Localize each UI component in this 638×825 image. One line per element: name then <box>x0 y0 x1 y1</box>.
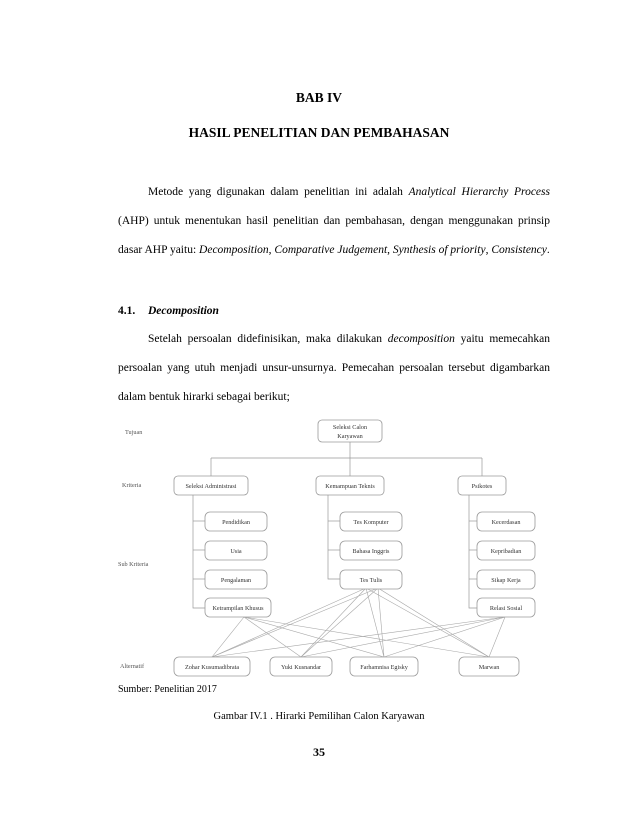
chapter-title: HASIL PENELITIAN DAN PEMBAHASAN <box>188 125 450 140</box>
level-label-kriteria: Kriteria <box>122 482 142 489</box>
intro-term-synthesis: Synthesis of priority <box>392 244 486 256</box>
sub-node-bahasa-inggris <box>340 541 402 560</box>
connector-teknis-trunk <box>328 495 340 579</box>
sub-label: Kepribadian <box>490 548 522 555</box>
connector-admin-trunk <box>193 495 206 608</box>
sub-node-usia <box>205 541 267 560</box>
alternative-node-yuki <box>270 657 332 676</box>
sub-label: Tes Tulis <box>359 577 383 584</box>
alternative-label: Zohar Kusumadibrata <box>184 664 240 671</box>
sub-node-tes-komputer <box>340 512 402 531</box>
alternative-node-marwan <box>459 657 519 676</box>
sub-label: Pengalaman <box>220 577 252 584</box>
intro-text-4: , <box>387 244 393 256</box>
intro-text-3: , <box>268 244 275 256</box>
level-label-sub-kriteria: Sub Kriteria <box>118 561 149 568</box>
sub-node-tes-tulis <box>340 570 402 589</box>
para2-text-2: yaitu memecahkan persoalan yang utuh menjadi unsur-unsurnya. Pemecahan persoalan tersebut digambarkan dalam bentuk hirarki sebagai berikut; <box>118 333 550 403</box>
decomposition-paragraph <box>118 325 550 412</box>
criteria-node-psikotes <box>458 476 506 495</box>
alternative-label: Marwan <box>478 664 500 671</box>
criteria-label: Psikotes <box>471 483 493 490</box>
level-labels <box>118 429 149 670</box>
criteria-label: Seleksi Administrasi <box>185 483 237 490</box>
sub-label: Usia <box>230 548 242 555</box>
sub-node-kepribadian <box>477 541 535 560</box>
criteria-node-teknis <box>316 476 384 495</box>
alternative-label: Farhamnisa Egisky <box>360 664 408 671</box>
sub-label: Sikap Kerja <box>491 577 521 584</box>
alternative-label: Yuki Kusnandar <box>280 664 322 671</box>
sub-node-ketrampilan-khusus <box>205 598 271 617</box>
sub-label: Tes Komputer <box>353 519 389 526</box>
sub-label: Kecerdasan <box>491 519 521 526</box>
sub-node-pengalaman <box>205 570 267 589</box>
goal-node <box>318 420 382 442</box>
chapter-number: BAB IV <box>295 90 343 105</box>
sub-node-sikap-kerja <box>477 570 535 589</box>
para2-term-decomposition: decomposition <box>387 333 455 345</box>
intro-paragraph <box>118 178 550 265</box>
sub-label: Relasi Sosial <box>489 605 523 612</box>
sub-label: Ketrampilan Khusus <box>212 605 264 612</box>
criteria-label: Kemampuan Teknis <box>325 483 375 490</box>
criteria-node-administrasi <box>174 476 248 495</box>
connector-psikotes-trunk <box>469 495 477 608</box>
para2-text-1: Setelah persoalan didefinisikan, maka dilakukan <box>148 333 388 345</box>
sub-label: Bahasa Inggris <box>352 548 390 555</box>
goal-label-line-2: Karyawan <box>337 433 363 440</box>
section-number: 4.1. <box>118 305 136 317</box>
sub-node-kecerdasan <box>477 512 535 531</box>
intro-term-ahp: Analytical Hierarchy Process <box>408 186 550 198</box>
sub-node-relasi-sosial <box>477 598 535 617</box>
intro-text-2: (AHP) untuk menentukan hasil penelitian dan pembahasan, dengan menggunakan prinsip dasar AHP yaitu: <box>118 215 550 256</box>
sub-label: Pendidikan <box>222 519 250 526</box>
intro-term-decomposition: Decomposition <box>199 244 269 256</box>
intro-text-1: Metode yang digunakan dalam penelitian ini adalah <box>148 186 409 198</box>
intro-term-consistency: Consistency <box>491 244 547 256</box>
level-label-tujuan: Tujuan <box>125 429 143 436</box>
sub-node-pendidikan <box>205 512 267 531</box>
intro-text-5: , <box>485 244 492 256</box>
section-title: Decomposition <box>148 305 219 317</box>
page-number: 35 <box>313 745 325 759</box>
section-heading <box>118 305 219 317</box>
alternative-node-farhamnisa <box>350 657 418 676</box>
alternative-node-zohar <box>174 657 250 676</box>
goal-label-line-1: Seleksi Calon <box>332 424 368 431</box>
figure-source: Sumber: Penelitian 2017 <box>118 684 217 695</box>
figure-caption: Gambar IV.1 . Hirarki Pemilihan Calon Karyawan <box>213 711 425 722</box>
intro-term-comparative: Comparative Judgement <box>274 244 388 256</box>
level-label-alternatif: Alternatif <box>120 663 145 670</box>
intro-text-6: . <box>546 244 550 256</box>
